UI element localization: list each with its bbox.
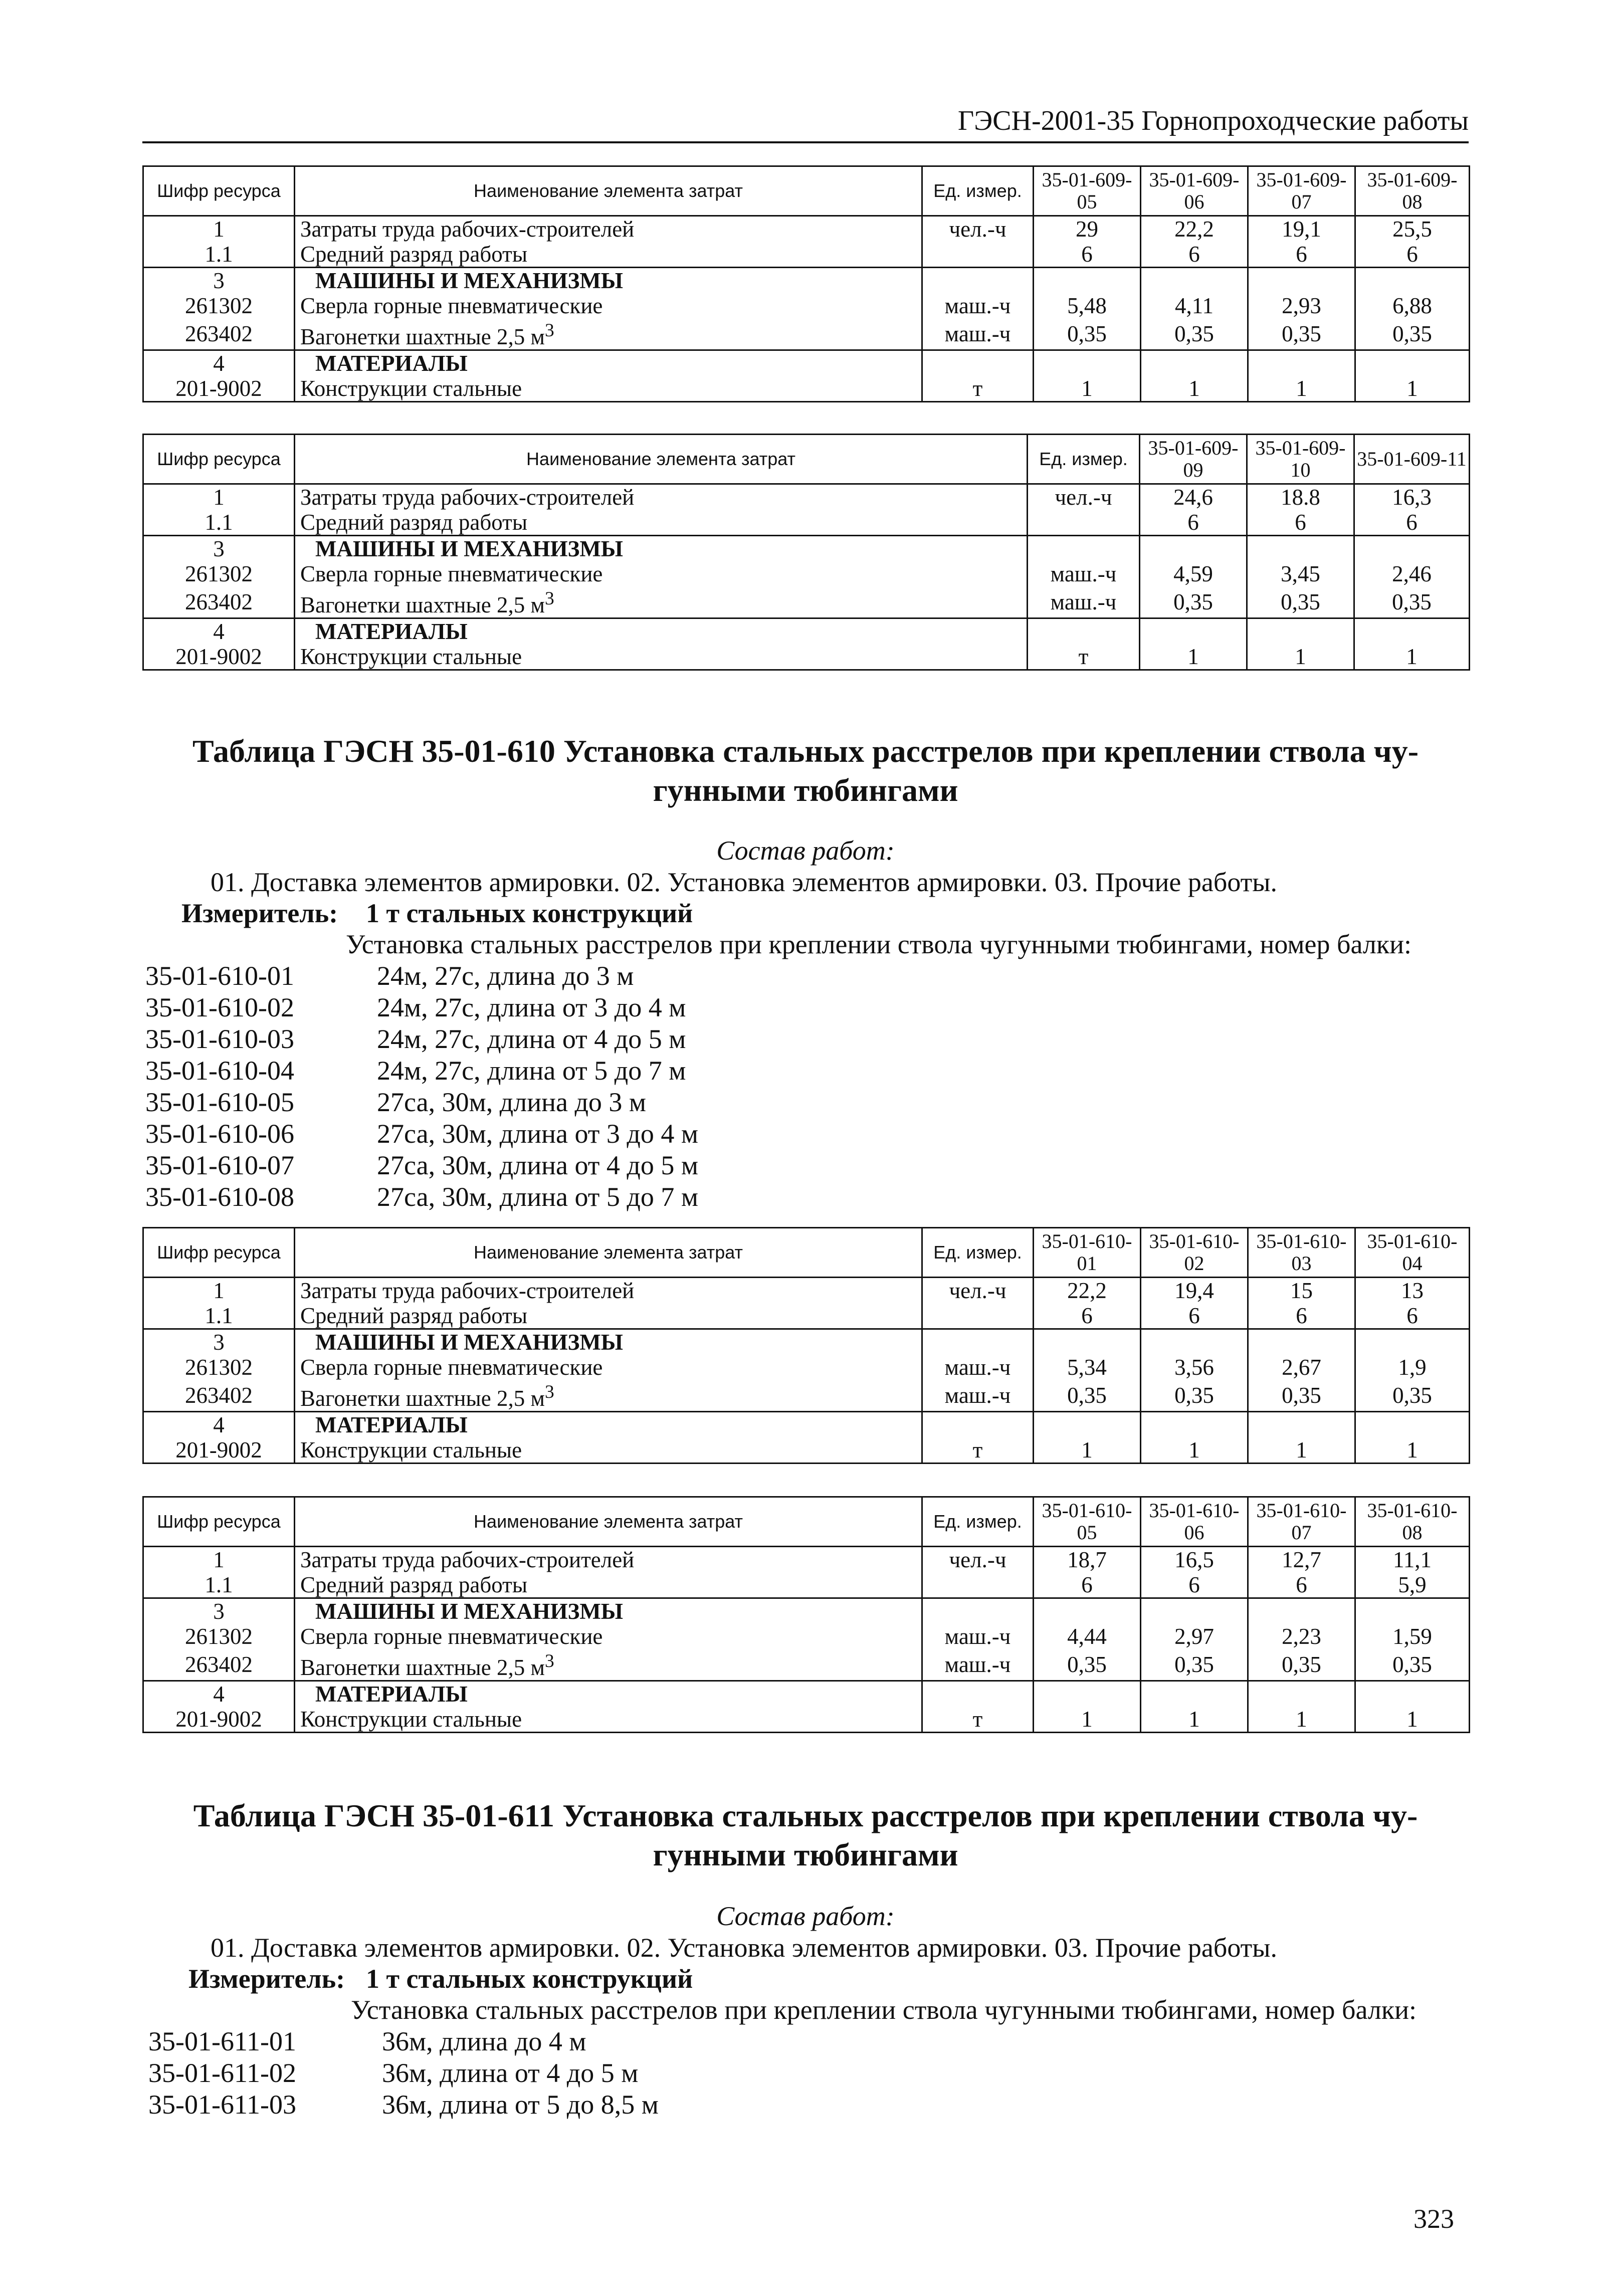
resource-name: Затраты труда рабочих-строителей [295, 1278, 922, 1304]
item-desc: 36м, длина от 4 до 5 м [382, 2058, 639, 2088]
resource-unit: т [1028, 644, 1140, 670]
header-unit: Ед. измер. [922, 166, 1034, 216]
resource-unit: т [922, 376, 1034, 402]
resource-unit: маш.-ч [922, 1624, 1034, 1649]
resource-name: Сверла горные пневматические [295, 293, 922, 318]
value-cell: 0,35 [1140, 586, 1247, 618]
resource-unit: чел.-ч [922, 1547, 1034, 1573]
resource-unit [922, 1303, 1034, 1329]
resource-unit: т [922, 1437, 1034, 1464]
value-cell: 29 [1034, 216, 1141, 242]
resource-table-609-a [142, 165, 1470, 402]
value-cell: 16,5 [1141, 1547, 1248, 1573]
resource-name: Средний разряд работы [295, 1572, 922, 1598]
header-unit: Ед. измер. [1028, 435, 1140, 484]
resource-code: 1 [143, 216, 295, 242]
header-norm-code: 35-01-610-05 [1034, 1497, 1141, 1547]
group-heading: МАТЕРИАЛЫ [295, 350, 922, 376]
table-title-611-line2: гунными тюбингами [653, 1837, 958, 1872]
item-code: 35-01-610-05 [145, 1087, 294, 1117]
resource-name: Средний разряд работы [295, 510, 1028, 536]
resource-code: 261302 [143, 1355, 295, 1380]
value-cell: 5,34 [1034, 1355, 1141, 1380]
value-cell: 6 [1355, 1303, 1470, 1329]
resource-name-text: Вагонетки шахтные 2,5 м [300, 324, 545, 349]
value-cell: 1 [1247, 644, 1354, 670]
header-norm-code: 35-01-609-11 [1354, 435, 1470, 484]
value-cell: 12,7 [1248, 1547, 1355, 1573]
value-cell: 19,1 [1248, 216, 1355, 242]
resource-name: Средний разряд работы [295, 1303, 922, 1329]
value-cell: 2,67 [1248, 1355, 1355, 1380]
item-code: 35-01-611-01 [148, 2026, 296, 2056]
resource-name [295, 1380, 922, 1412]
value-cell: 0,35 [1355, 1380, 1470, 1412]
resource-code: 1.1 [143, 1303, 295, 1329]
item-desc: 24м, 27с, длина от 5 до 7 м [377, 1056, 686, 1086]
meter-value: 1 т стальных конструкций [366, 1964, 693, 1994]
header-norm-code: 35-01-609-08 [1355, 166, 1470, 216]
cube-superscript: 3 [544, 588, 554, 609]
value-cell: 6 [1247, 510, 1354, 536]
resource-unit: маш.-ч [922, 1355, 1034, 1380]
value-cell: 6 [1141, 1303, 1248, 1329]
resource-code: 261302 [143, 561, 295, 586]
item-code: 35-01-610-04 [145, 1056, 294, 1086]
resource-table-609-b [142, 434, 1470, 671]
items-intro: Установка стальных расстрелов при креплении ствола чугунными тюбингами, номер балки: [346, 929, 1411, 959]
item-desc: 27са, 30м, длина от 5 до 7 м [377, 1182, 698, 1212]
header-code: Шифр ресурса [143, 1497, 295, 1547]
value-cell: 0,35 [1034, 1649, 1141, 1681]
meter-label: Измеритель: [188, 1964, 345, 1994]
table-title-610-line2: гунными тюбингами [653, 772, 958, 808]
item-desc: 24м, 27с, длина от 3 до 4 м [377, 992, 686, 1022]
item-desc: 24м, 27с, длина от 4 до 5 м [377, 1024, 686, 1054]
value-cell: 6 [1140, 510, 1247, 536]
value-cell: 0,35 [1248, 1649, 1355, 1681]
table-title-611-line1: Таблица ГЭСН 35-01-611 Установка стальных расстрелов при креплении ствола чу- [193, 1798, 1418, 1833]
value-cell: 5,9 [1355, 1572, 1470, 1598]
value-cell: 1,9 [1355, 1355, 1470, 1380]
composition-label: Состав работ: [716, 1901, 895, 1931]
header-name: Наименование элемента затрат [295, 166, 922, 216]
value-cell: 0,35 [1141, 1380, 1248, 1412]
resource-code: 1 [143, 484, 295, 510]
resource-code: 263402 [143, 1649, 295, 1681]
value-cell: 1 [1140, 644, 1247, 670]
group-heading: МАШИНЫ И МЕХАНИЗМЫ [295, 536, 1028, 562]
resource-table-610-b [142, 1496, 1470, 1733]
resource-unit [922, 1572, 1034, 1598]
value-cell: 3,56 [1141, 1355, 1248, 1380]
value-cell: 1 [1141, 376, 1248, 402]
header-norm-code: 35-01-610-07 [1248, 1497, 1355, 1547]
value-cell: 0,35 [1141, 1649, 1248, 1681]
value-cell: 19,4 [1141, 1278, 1248, 1304]
group-heading: МАТЕРИАЛЫ [295, 1681, 922, 1707]
resource-code: 4 [143, 350, 295, 376]
item-code: 35-01-610-03 [145, 1024, 294, 1054]
value-cell: 6 [1354, 510, 1470, 536]
page-number: 323 [1414, 2204, 1454, 2234]
item-desc: 36м, длина до 4 м [382, 2026, 586, 2056]
item-desc: 27са, 30м, длина от 3 до 4 м [377, 1119, 698, 1149]
header-norm-code: 35-01-610-02 [1141, 1228, 1248, 1278]
value-cell: 4,11 [1141, 293, 1248, 318]
resource-name: Конструкции стальные [295, 1437, 922, 1464]
item-desc: 24м, 27с, длина до 3 м [377, 961, 634, 991]
value-cell: 6 [1355, 242, 1470, 268]
value-cell: 16,3 [1354, 484, 1470, 510]
resource-name-text: Вагонетки шахтные 2,5 м [300, 1655, 545, 1680]
value-cell: 24,6 [1140, 484, 1247, 510]
resource-code: 1 [143, 1547, 295, 1573]
group-heading: МАШИНЫ И МЕХАНИЗМЫ [295, 268, 922, 294]
cube-superscript: 3 [544, 1382, 554, 1402]
item-code: 35-01-610-01 [145, 961, 294, 991]
value-cell: 0,35 [1034, 1380, 1141, 1412]
resource-code: 201-9002 [143, 644, 295, 670]
resource-unit: маш.-ч [1028, 586, 1140, 618]
value-cell: 25,5 [1355, 216, 1470, 242]
value-cell: 1 [1355, 376, 1470, 402]
resource-code: 4 [143, 1412, 295, 1438]
resource-code: 261302 [143, 1624, 295, 1649]
item-code: 35-01-610-08 [145, 1182, 294, 1212]
resource-code: 1 [143, 1278, 295, 1304]
resource-unit: маш.-ч [1028, 561, 1140, 586]
group-heading: МАШИНЫ И МЕХАНИЗМЫ [295, 1598, 922, 1624]
cube-superscript: 3 [544, 320, 554, 341]
item-code: 35-01-611-03 [148, 2090, 296, 2120]
resource-name-text: Вагонетки шахтные 2,5 м [300, 1386, 545, 1411]
item-code: 35-01-610-06 [145, 1119, 294, 1149]
value-cell: 18.8 [1247, 484, 1354, 510]
value-cell: 2,93 [1248, 293, 1355, 318]
value-cell: 6 [1248, 242, 1355, 268]
header-name: Наименование элемента затрат [295, 1497, 922, 1547]
resource-name: Затраты труда рабочих-строителей [295, 484, 1028, 510]
value-cell: 1,59 [1355, 1624, 1470, 1649]
item-desc: 36м, длина от 5 до 8,5 м [382, 2090, 659, 2120]
value-cell: 5,48 [1034, 293, 1141, 318]
resource-unit [922, 242, 1034, 268]
resource-unit: маш.-ч [922, 318, 1034, 350]
value-cell: 1 [1248, 376, 1355, 402]
resource-code: 3 [143, 536, 295, 562]
header-norm-code: 35-01-609-07 [1248, 166, 1355, 216]
resource-name: Конструкции стальные [295, 644, 1028, 670]
composition-text: 01. Доставка элементов армировки. 02. Установка элементов армировки. 03. Прочие работы. [211, 1933, 1277, 1963]
value-cell: 1 [1034, 1707, 1141, 1733]
resource-code: 4 [143, 1681, 295, 1707]
item-desc: 27са, 30м, длина от 4 до 5 м [377, 1150, 698, 1180]
value-cell: 6 [1248, 1303, 1355, 1329]
header-norm-code: 35-01-610-08 [1355, 1497, 1470, 1547]
value-cell: 0,35 [1355, 1649, 1470, 1681]
resource-unit: чел.-ч [922, 1278, 1034, 1304]
value-cell: 6 [1248, 1572, 1355, 1598]
resource-code: 261302 [143, 293, 295, 318]
resource-name: Конструкции стальные [295, 1707, 922, 1733]
meter-label: Измеритель: [181, 898, 338, 928]
resource-code: 201-9002 [143, 1707, 295, 1733]
resource-code: 4 [143, 618, 295, 645]
value-cell: 1 [1355, 1437, 1470, 1464]
value-cell: 2,23 [1248, 1624, 1355, 1649]
header-code: Шифр ресурса [143, 1228, 295, 1278]
header-name: Наименование элемента затрат [295, 435, 1028, 484]
group-heading: МАШИНЫ И МЕХАНИЗМЫ [295, 1329, 922, 1355]
value-cell: 6 [1141, 1572, 1248, 1598]
composition-text: 01. Доставка элементов армировки. 02. Установка элементов армировки. 03. Прочие работы. [211, 867, 1277, 897]
table-title-610-line1: Таблица ГЭСН 35-01-610 Установка стальных расстрелов при креплении ствола чу- [192, 733, 1419, 769]
resource-code: 263402 [143, 586, 295, 618]
resource-code: 1.1 [143, 1572, 295, 1598]
value-cell: 2,46 [1354, 561, 1470, 586]
resource-code: 3 [143, 1598, 295, 1624]
item-code: 35-01-611-02 [148, 2058, 296, 2088]
items-intro: Установка стальных расстрелов при креплении ствола чугунными тюбингами, номер балки: [351, 1995, 1417, 2025]
resource-code: 1.1 [143, 242, 295, 268]
resource-name: Сверла горные пневматические [295, 1355, 922, 1380]
resource-unit: чел.-ч [1028, 484, 1140, 510]
resource-table-610-a [142, 1227, 1470, 1464]
resource-unit: маш.-ч [922, 293, 1034, 318]
header-code: Шифр ресурса [143, 166, 295, 216]
value-cell: 6 [1141, 242, 1248, 268]
resource-name: Затраты труда рабочих-строителей [295, 1547, 922, 1573]
resource-code: 3 [143, 268, 295, 294]
value-cell: 0,35 [1248, 318, 1355, 350]
resource-name: Конструкции стальные [295, 376, 922, 402]
resource-code: 3 [143, 1329, 295, 1355]
value-cell: 6 [1034, 242, 1141, 268]
header-norm-code: 35-01-610-06 [1141, 1497, 1248, 1547]
item-code: 35-01-610-02 [145, 992, 294, 1022]
value-cell: 4,44 [1034, 1624, 1141, 1649]
resource-unit: маш.-ч [922, 1380, 1034, 1412]
value-cell: 1 [1248, 1707, 1355, 1733]
header-norm-code: 35-01-610-04 [1355, 1228, 1470, 1278]
value-cell: 18,7 [1034, 1547, 1141, 1573]
value-cell: 0,35 [1034, 318, 1141, 350]
value-cell: 1 [1034, 376, 1141, 402]
header-norm-code: 35-01-610-01 [1034, 1228, 1141, 1278]
header-norm-code: 35-01-609-05 [1034, 166, 1141, 216]
value-cell: 22,2 [1034, 1278, 1141, 1304]
item-desc: 27са, 30м, длина до 3 м [377, 1087, 647, 1117]
header-code: Шифр ресурса [143, 435, 295, 484]
resource-code: 201-9002 [143, 1437, 295, 1464]
resource-unit [1028, 510, 1140, 536]
header-name: Наименование элемента затрат [295, 1228, 922, 1278]
composition-label: Состав работ: [716, 836, 895, 866]
meter-value: 1 т стальных конструкций [366, 898, 693, 928]
resource-unit: чел.-ч [922, 216, 1034, 242]
resource-code: 263402 [143, 318, 295, 350]
item-code: 35-01-610-07 [145, 1150, 294, 1180]
value-cell: 13 [1355, 1278, 1470, 1304]
value-cell: 1 [1354, 644, 1470, 670]
value-cell: 1 [1034, 1437, 1141, 1464]
value-cell: 4,59 [1140, 561, 1247, 586]
resource-name: Сверла горные пневматические [295, 561, 1028, 586]
resource-name-text: Вагонетки шахтные 2,5 м [300, 592, 545, 617]
value-cell: 1 [1248, 1437, 1355, 1464]
value-cell: 0,35 [1354, 586, 1470, 618]
header-norm-code: 35-01-610-03 [1248, 1228, 1355, 1278]
resource-unit: т [922, 1707, 1034, 1733]
value-cell: 1 [1355, 1707, 1470, 1733]
value-cell: 0,35 [1247, 586, 1354, 618]
value-cell: 3,45 [1247, 561, 1354, 586]
group-heading: МАТЕРИАЛЫ [295, 1412, 922, 1438]
value-cell: 6 [1034, 1572, 1141, 1598]
value-cell: 6 [1034, 1303, 1141, 1329]
value-cell: 11,1 [1355, 1547, 1470, 1573]
header-unit: Ед. измер. [922, 1497, 1034, 1547]
value-cell: 22,2 [1141, 216, 1248, 242]
header-unit: Ед. измер. [922, 1228, 1034, 1278]
header-norm-code: 35-01-609-06 [1141, 166, 1248, 216]
value-cell: 0,35 [1355, 318, 1470, 350]
resource-code: 201-9002 [143, 376, 295, 402]
value-cell: 0,35 [1248, 1380, 1355, 1412]
value-cell: 1 [1141, 1437, 1248, 1464]
cube-superscript: 3 [544, 1651, 554, 1672]
resource-name: Сверла горные пневматические [295, 1624, 922, 1649]
header-norm-code: 35-01-609-10 [1247, 435, 1354, 484]
running-head: ГЭСН-2001-35 Горнопроходческие работы [142, 103, 1469, 143]
resource-name: Затраты труда рабочих-строителей [295, 216, 922, 242]
resource-name [295, 318, 922, 350]
value-cell: 15 [1248, 1278, 1355, 1304]
header-norm-code: 35-01-609-09 [1140, 435, 1247, 484]
value-cell: 2,97 [1141, 1624, 1248, 1649]
resource-unit: маш.-ч [922, 1649, 1034, 1681]
resource-name [295, 586, 1028, 618]
resource-code: 1.1 [143, 510, 295, 536]
resource-name: Средний разряд работы [295, 242, 922, 268]
value-cell: 0,35 [1141, 318, 1248, 350]
resource-code: 263402 [143, 1380, 295, 1412]
value-cell: 1 [1141, 1707, 1248, 1733]
resource-name [295, 1649, 922, 1681]
value-cell: 6,88 [1355, 293, 1470, 318]
group-heading: МАТЕРИАЛЫ [295, 618, 1028, 645]
